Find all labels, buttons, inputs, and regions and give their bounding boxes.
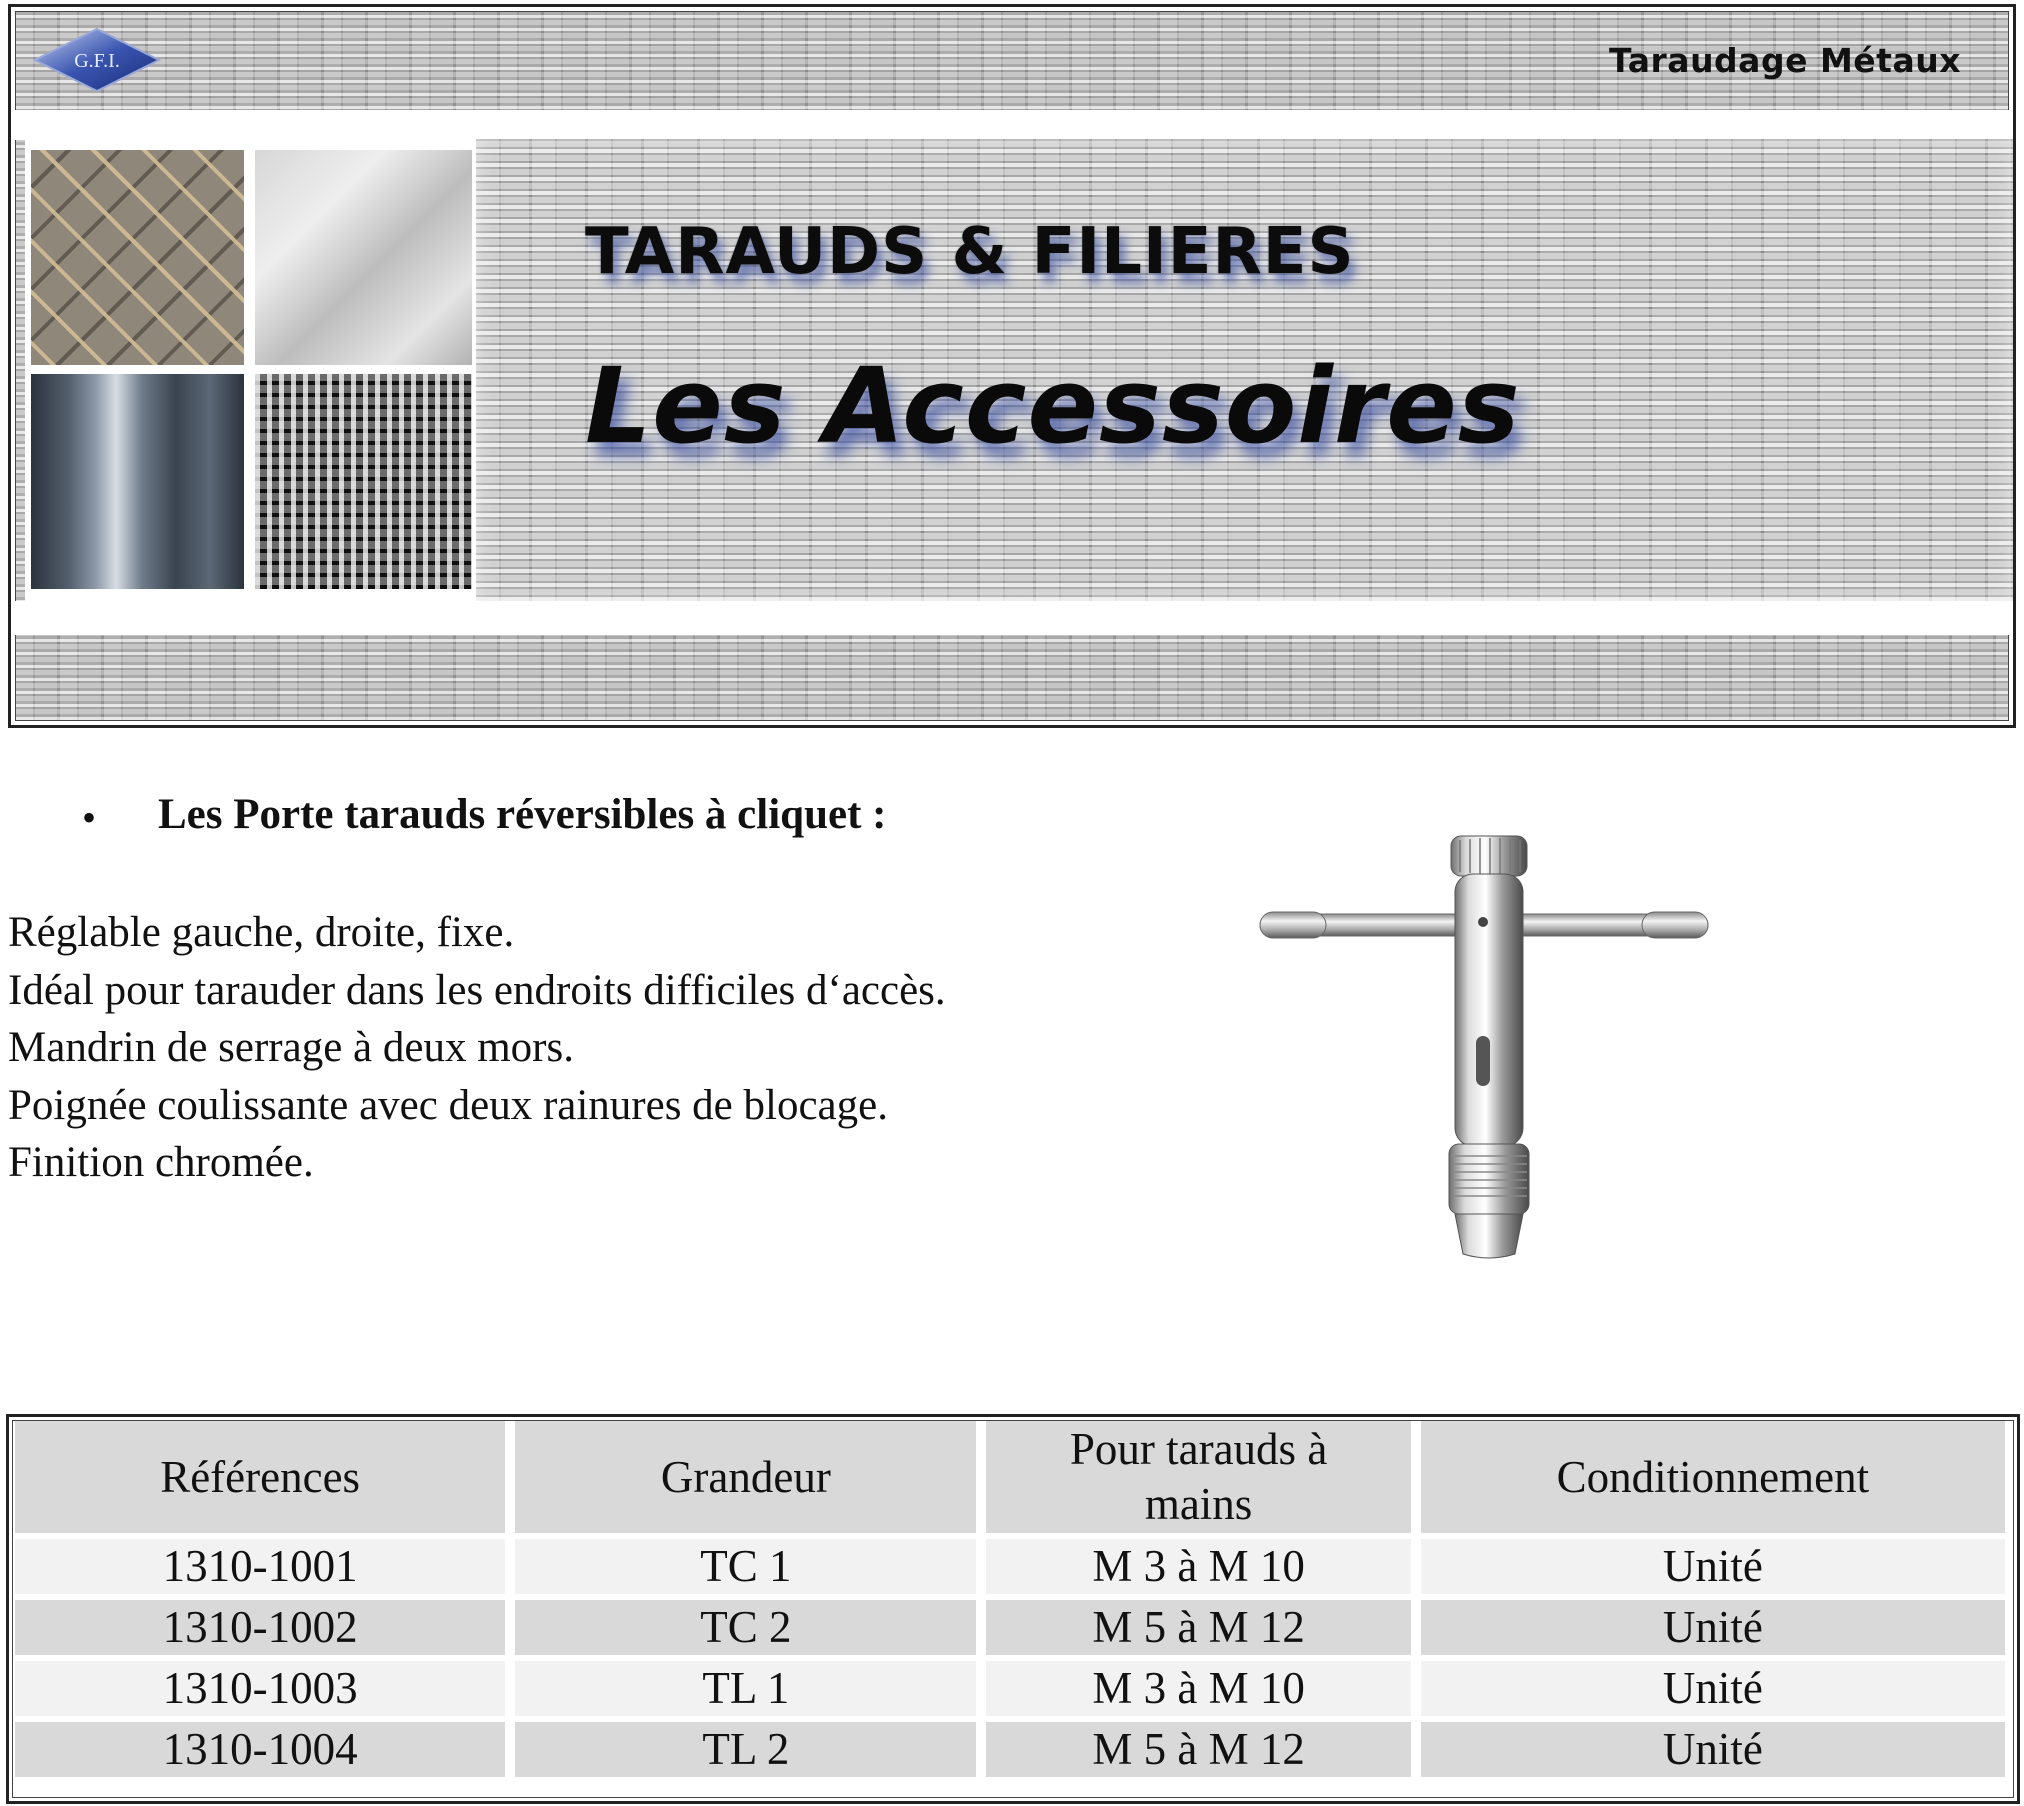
column-header-line: Pour tarauds à (1069, 1424, 1328, 1474)
table-row (15, 1722, 2005, 1777)
cell-packaging: Unité (1421, 1722, 2005, 1777)
column-header-grandeur: Grandeur (515, 1421, 976, 1533)
column-header-conditionnement: Conditionnement (1421, 1421, 2005, 1533)
header-banner (8, 4, 2016, 728)
description-line: Idéal pour tarauder dans les endroits difficiles d‘accès. (8, 966, 946, 1014)
table-row (15, 1600, 2005, 1655)
cell-grandeur: TC 1 (515, 1539, 976, 1594)
cell-reference: 1310-1002 (15, 1600, 505, 1655)
banner-divider-top (15, 110, 2013, 140)
cell-grandeur: TC 2 (515, 1600, 976, 1655)
reference-table (5, 1415, 2015, 1783)
section-tag: Taraudage Métaux (1609, 41, 1961, 80)
cell-packaging: Unité (1421, 1539, 2005, 1594)
banner-subtitle: Les Accessoires (585, 345, 1521, 467)
cell-tap-range: M 3 à M 10 (986, 1661, 1410, 1716)
cell-packaging: Unité (1421, 1661, 2005, 1716)
diamond-plate-swatch (31, 150, 244, 365)
cell-tap-range: M 5 à M 12 (986, 1600, 1410, 1655)
description-line: Réglable gauche, droite, fixe. (8, 909, 515, 956)
column-header-pour-tarauds (986, 1421, 1410, 1533)
banner-divider-bottom (15, 601, 2013, 635)
polished-metal-swatch (31, 374, 244, 589)
brushed-steel-swatch (255, 150, 472, 365)
column-header-line: mains (1144, 1479, 1253, 1529)
reference-table-frame (6, 1414, 2020, 1804)
description-line: Finition chromée. (8, 1139, 314, 1186)
cell-reference: 1310-1004 (15, 1722, 505, 1777)
table-row (15, 1539, 2005, 1594)
cell-reference: 1310-1001 (15, 1539, 505, 1594)
cell-grandeur: TL 2 (515, 1722, 976, 1777)
cell-tap-range: M 3 à M 10 (986, 1539, 1410, 1594)
table-header-row (15, 1421, 2005, 1533)
banner-title: TARAUDS & FILIERES (585, 215, 1355, 289)
gfi-logo (31, 25, 163, 95)
cell-grandeur: TL 1 (515, 1661, 976, 1716)
description-line: Poignée coulissante avec deux rainures de blocage. (8, 1081, 888, 1129)
column-header-references: Références (15, 1421, 505, 1533)
description-line: Mandrin de serrage à deux mors. (8, 1024, 574, 1071)
tap-wrench-image (1250, 826, 1730, 1266)
cell-tap-range: M 5 à M 12 (986, 1722, 1410, 1777)
cell-reference: 1310-1003 (15, 1661, 505, 1716)
cell-packaging: Unité (1421, 1600, 2005, 1655)
product-description (8, 904, 946, 1192)
woven-mesh-swatch (255, 374, 472, 589)
product-heading: Les Porte tarauds réversibles à cliquet : (158, 791, 887, 838)
table-row (15, 1661, 2005, 1716)
logo-text: G.F.I. (74, 50, 120, 72)
bullet-marker: • (82, 795, 97, 840)
